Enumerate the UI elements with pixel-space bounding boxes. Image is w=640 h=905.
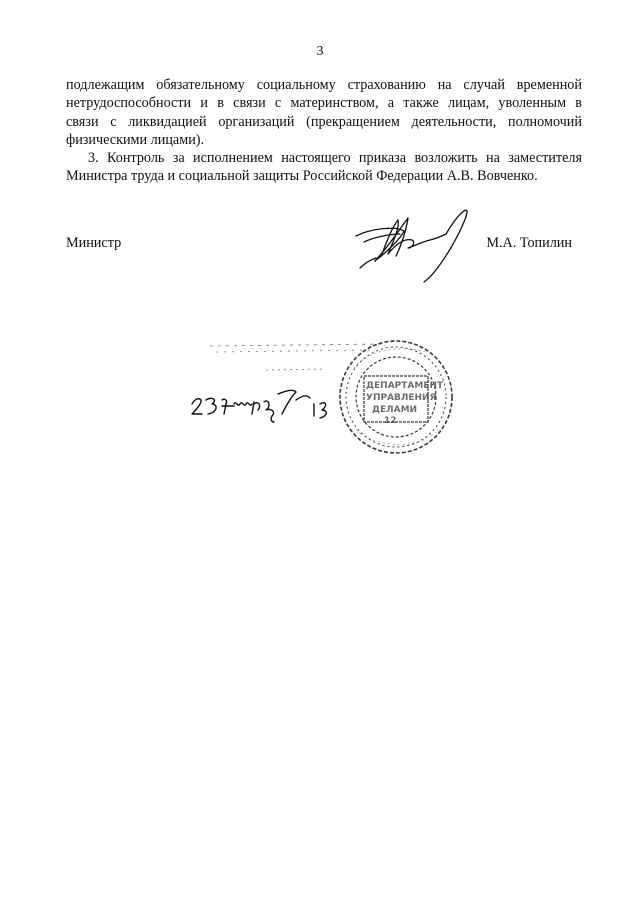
text-line-6: Министра труда и социальной защиты Российской Федерации А.В. Вовченко.: [66, 168, 538, 185]
signature-row: [66, 235, 572, 253]
minister-name: М.А. Топилин: [486, 235, 572, 251]
text-line-5-clause-3: 3. Контроль за исполнением настоящего приказа возложить на заместителя: [88, 150, 582, 167]
handwritten-signature: [342, 198, 482, 288]
minister-title: Министр: [66, 235, 122, 251]
order-body-text: [66, 76, 582, 186]
text-line-4: физическими лицами).: [66, 131, 205, 148]
svg-text:12: 12: [384, 416, 397, 426]
svg-text:ДЕЛАМИ: ДЕЛАМИ: [372, 405, 418, 415]
svg-text:ДЕПАРТАМЕНТ: ДЕПАРТАМЕНТ: [366, 381, 444, 391]
handwritten-date: [188, 386, 338, 426]
round-stamp-seal: [336, 338, 456, 456]
text-line-3: связи с ликвидацией организаций (прекращением деятельности, полномочий: [66, 113, 582, 130]
text-line-1: подлежащим обязательному социальному страхованию на случай временной: [66, 77, 582, 93]
svg-text:УПРАВЛЕНИЯ: УПРАВЛЕНИЯ: [366, 393, 437, 403]
page-number: 3: [316, 44, 324, 59]
text-line-2: нетрудоспособности и в связи с материнством, а также лицам, уволенным в: [66, 95, 582, 112]
